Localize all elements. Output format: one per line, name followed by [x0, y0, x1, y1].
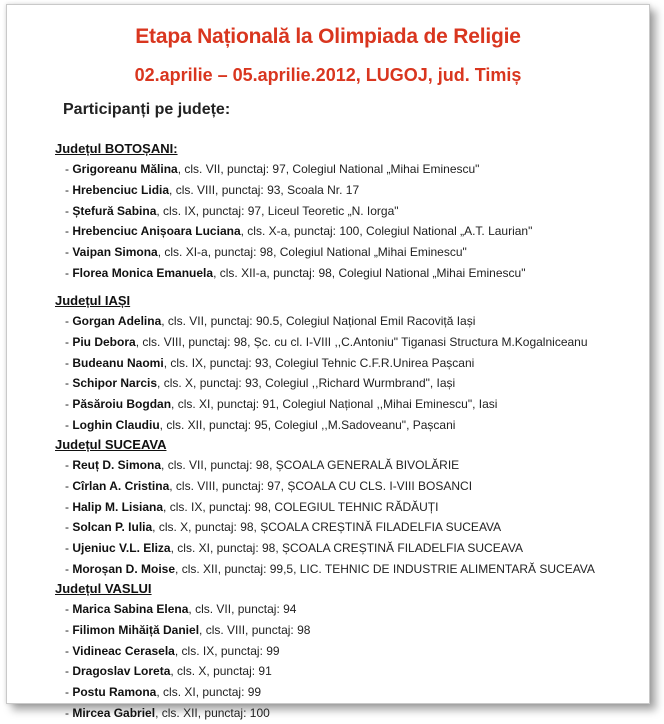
- participant-details: , cls. XII, punctaj: 99,5, LIC. TEHNIC DE INDUSTRIE ALIMENTARĂ SUCEAVA: [175, 561, 595, 576]
- list-item: - Solcan P. Iulia, cls. X, punctaj: 98, ȘCOALA CREȘTINĂ FILADELFIA SUCEAVA: [65, 520, 502, 535]
- participant-details: , cls. XII, punctaj: 95, Colegiul ,,M.Sadoveanu", Pașcani: [159, 417, 456, 432]
- list-item: - Reuț D. Simona, cls. VII, punctaj: 98, ȘCOALA GENERALĂ BIVOLĂRIE: [65, 458, 460, 472]
- participant-name: Postu Ramona: [72, 685, 157, 700]
- list-item: - Grigoreanu Mălina, cls. VII, punctaj: 97, Colegiul National „Mihai Eminescu": [65, 162, 480, 176]
- participant-details: , cls. VII, punctaj: 98, ȘCOALA GENERALĂ BIVOLĂRIE: [161, 458, 460, 472]
- participant-name: Hrebenciuc Anișoara Luciana: [72, 224, 241, 239]
- participant-list-botosani: [65, 159, 532, 284]
- list-item: - Filimon Mihăiță Daniel, cls. VIII, punctaj: 98: [65, 622, 311, 637]
- participant-details: , cls. IX, punctaj: 93, Colegiul Tehnic C.F.R.Unirea Pașcani: [163, 355, 475, 370]
- participant-list-vaslui: [65, 599, 310, 724]
- participant-name: Gorgan Adelina: [72, 314, 162, 328]
- participant-details: , cls. VII, punctaj: 90.5, Colegiul Național Emil Racoviță Iași: [161, 314, 476, 328]
- county-heading-botosani: Județul BOTOȘANI:: [55, 141, 178, 156]
- list-item: - Dragoslav Loreta, cls. X, punctaj: 91: [65, 664, 272, 679]
- list-item: - Hrebenciuc Anișoara Luciana, cls. X-a, punctaj: 100, Colegiul National „A.T. Laurian": [65, 224, 533, 239]
- participant-name: Florea Monica Emanuela: [72, 265, 214, 280]
- participant-name: Cîrlan A. Cristina: [72, 478, 170, 493]
- participant-details: , cls. XI, punctaj: 91, Colegiul Național ,,Mihai Eminescu", Iasi: [171, 397, 498, 412]
- participant-details: , cls. IX, punctaj: 99: [174, 643, 280, 658]
- participant-details: , cls. XI, punctaj: 98, ȘCOALA CREȘTINĂ FILADELFIA SUCEAVA: [170, 541, 523, 556]
- participant-name: Ujeniuc V.L. Eliza: [72, 541, 171, 556]
- list-item: - Vaipan Simona, cls. XI-a, punctaj: 98, Colegiul National „Mihai Eminescu": [65, 245, 467, 260]
- participant-name: Marica Sabina Elena: [72, 602, 189, 616]
- participant-details: , cls. VIII, punctaj: 93, Scoala Nr. 17: [169, 182, 360, 197]
- participant-name: Hrebenciuc Lidia: [72, 182, 170, 197]
- participant-details: , cls. VIII, punctaj: 98, Șc. cu cl. I-VIII ,,C.Antoniu" Tiganasi Structura M.Kogalniceanu: [135, 334, 588, 349]
- participant-details: , cls. IX, punctaj: 97, Liceul Teoretic „N. Iorga": [156, 203, 399, 218]
- participant-details: , cls. X, punctaj: 98, ȘCOALA CREȘTINĂ FILADELFIA SUCEAVA: [152, 520, 502, 535]
- participant-details: , cls. IX, punctaj: 98, COLEGIUL TEHNIC RĂDĂUȚI: [163, 499, 439, 514]
- list-item: - Loghin Claudiu, cls. XII, punctaj: 95, Colegiul ,,M.Sadoveanu", Pașcani: [65, 417, 456, 432]
- participant-details: , cls. VII, punctaj: 94: [188, 602, 297, 616]
- participant-name: Vaipan Simona: [72, 245, 158, 260]
- participant-name: Vidineac Cerasela: [72, 643, 175, 658]
- participant-name: Reuț D. Simona: [72, 458, 162, 472]
- participant-name: Piu Debora: [72, 334, 136, 349]
- participant-name: Halip M. Lisiana: [72, 499, 164, 514]
- participant-details: , cls. VIII, punctaj: 97, ȘCOALA CU CLS. I-VIII BOSANCI: [169, 478, 473, 493]
- document-page: [6, 4, 650, 720]
- list-item: - Vidineac Cerasela, cls. IX, punctaj: 99: [65, 643, 280, 658]
- participant-name: Budeanu Naomi: [72, 355, 164, 370]
- county-heading-suceava: Județul SUCEAVA: [55, 437, 167, 452]
- list-item: - Postu Ramona, cls. XI, punctaj: 99: [65, 685, 262, 700]
- participant-name: Filimon Mihăiță Daniel: [72, 622, 200, 637]
- page-subtitle: 02.aprilie – 05.aprilie.2012, LUGOJ, jud. Timiș: [134, 65, 522, 85]
- list-item: - Cîrlan A. Cristina, cls. VIII, punctaj: 97, ȘCOALA CU CLS. I-VIII BOSANCI: [65, 478, 473, 493]
- list-item: - Halip M. Lisiana, cls. IX, punctaj: 98, COLEGIUL TEHNIC RĂDĂUȚI: [65, 499, 439, 514]
- county-heading-vaslui: Județul VASLUI: [55, 581, 152, 596]
- list-item: - Păsăroiu Bogdan, cls. XI, punctaj: 91, Colegiul Național ,,Mihai Eminescu", Iasi: [65, 397, 498, 412]
- participant-details: , cls. VIII, punctaj: 98: [199, 622, 311, 637]
- list-item: - Mircea Gabriel, cls. XII, punctaj: 100: [65, 705, 270, 720]
- participant-name: Dragoslav Loreta: [72, 664, 171, 679]
- participant-name: Solcan P. Iulia: [72, 520, 153, 535]
- participant-details: , cls. X, punctaj: 93, Colegiul ,,Richard Wurmbrand", Iași: [157, 376, 456, 391]
- participant-details: , cls. XI-a, punctaj: 98, Colegiul National „Mihai Eminescu": [157, 245, 467, 260]
- list-item: - Ujeniuc V.L. Eliza, cls. XI, punctaj: 98, ȘCOALA CREȘTINĂ FILADELFIA SUCEAVA: [65, 541, 523, 556]
- participant-details: , cls. VII, punctaj: 97, Colegiul National „Mihai Eminescu": [177, 162, 480, 176]
- participant-name: Grigoreanu Mălina: [72, 162, 178, 176]
- participant-list-iasi: [65, 311, 588, 436]
- participant-name: Schipor Narcis: [72, 376, 158, 391]
- list-item: - Florea Monica Emanuela, cls. XII-a, punctaj: 98, Colegiul National „Mihai Eminescu": [65, 265, 526, 280]
- list-item: - Hrebenciuc Lidia, cls. VIII, punctaj: 93, Scoala Nr. 17: [65, 182, 360, 197]
- participant-name: Ștefură Sabina: [72, 203, 157, 218]
- participant-details: , cls. X-a, punctaj: 100, Colegiul National „A.T. Laurian": [240, 224, 533, 239]
- list-item: - Schipor Narcis, cls. X, punctaj: 93, Colegiul ,,Richard Wurmbrand", Iași: [65, 376, 456, 391]
- county-heading-iasi: Județul IAȘI: [55, 293, 131, 308]
- list-item: - Ștefură Sabina, cls. IX, punctaj: 97, Liceul Teoretic „N. Iorga": [65, 203, 399, 218]
- participant-details: , cls. XII-a, punctaj: 98, Colegiul National „Mihai Eminescu": [213, 265, 526, 280]
- participant-name: Mircea Gabriel: [72, 705, 156, 720]
- list-item: - Piu Debora, cls. VIII, punctaj: 98, Șc. cu cl. I-VIII ,,C.Antoniu" Tiganasi Structura M.Kogalniceanu: [65, 334, 588, 349]
- participant-details: , cls. X, punctaj: 91: [170, 664, 272, 679]
- participant-list-suceava: [65, 455, 595, 580]
- participant-name: Păsăroiu Bogdan: [72, 397, 172, 412]
- list-item: - Marica Sabina Elena, cls. VII, punctaj: 94: [65, 602, 297, 616]
- section-heading: Participanți pe județe:: [63, 101, 231, 118]
- list-item: - Moroșan D. Moise, cls. XII, punctaj: 99,5, LIC. TEHNIC DE INDUSTRIE ALIMENTARĂ SUCEAVA: [65, 561, 595, 576]
- participant-name: Moroșan D. Moise: [72, 561, 176, 576]
- list-item: - Budeanu Naomi, cls. IX, punctaj: 93, Colegiul Tehnic C.F.R.Unirea Pașcani: [65, 355, 475, 370]
- list-item: - Gorgan Adelina, cls. VII, punctaj: 90.5, Colegiul Național Emil Racoviță Iași: [65, 314, 476, 328]
- participant-details: , cls. XII, punctaj: 100: [155, 705, 270, 720]
- participant-name: Loghin Claudiu: [72, 417, 160, 432]
- page-title: Etapa Națională la Olimpiada de Religie: [135, 25, 521, 48]
- participant-details: , cls. XI, punctaj: 99: [156, 685, 262, 700]
